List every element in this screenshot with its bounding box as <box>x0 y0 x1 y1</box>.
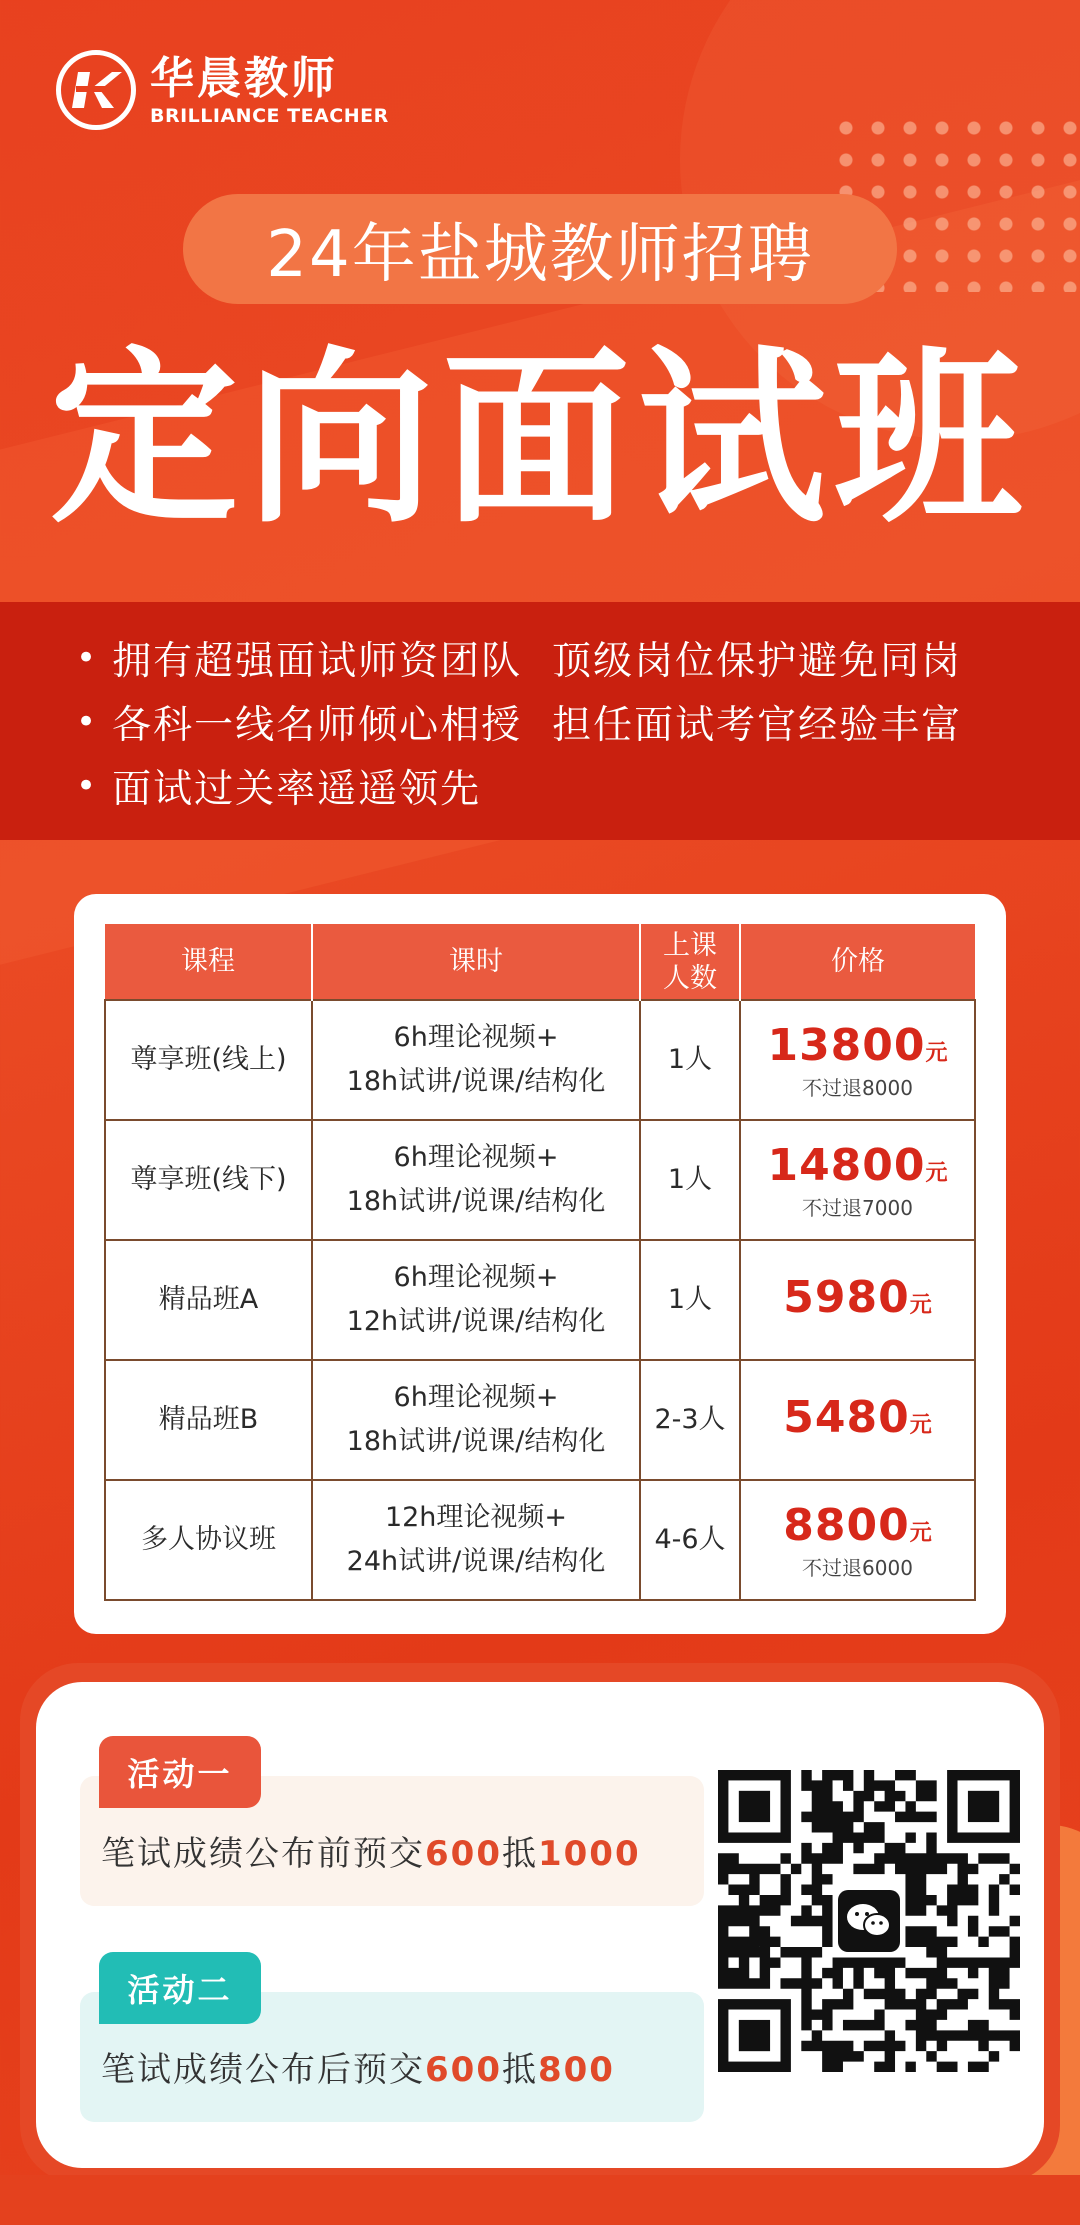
page-title: 定向面试班 <box>50 330 1030 549</box>
table-row <box>105 1120 975 1240</box>
price-cell: 13800元 不过退8000 <box>740 1000 975 1120</box>
price-value: 14800 <box>767 1139 926 1191</box>
people-cell: 1人 <box>640 1000 740 1120</box>
price-table-card <box>74 894 1006 1634</box>
column-header-hours: 课时 <box>312 924 640 1000</box>
bullet-icon: • <box>76 638 99 678</box>
price-value: 5980 <box>783 1271 910 1323</box>
qr-finder-pattern <box>723 2004 785 2066</box>
price-cell: 5980元 <box>740 1240 975 1360</box>
bullet-icon: • <box>76 766 99 806</box>
refund-note: 不过退6000 <box>802 1555 913 1580</box>
activity-one-text: 笔试成绩公布前预交600抵1000 <box>101 1834 641 1874</box>
feature-line-1 <box>76 630 962 686</box>
price-cell: 14800元 不过退7000 <box>740 1120 975 1240</box>
brand-logo-icon <box>56 50 136 130</box>
feature-line-3 <box>76 758 481 814</box>
feature-text: 面试过关率遥遥领先 <box>112 767 482 812</box>
qr-finder-pattern <box>723 1775 785 1837</box>
hours-cell: 6h理论视频+ 18h试讲/说课/结构化 <box>312 1360 640 1480</box>
column-header-people: 上课 人数 <box>640 924 740 1000</box>
feature-text: 顶级岗位保护避免同岗 <box>552 639 963 684</box>
course-cell: 精品班A <box>105 1240 312 1360</box>
activity-two-tag: 活动二 <box>99 1952 261 2024</box>
column-header-price: 价格 <box>740 924 975 1000</box>
feature-text: 担任面试考官经验丰富 <box>552 703 963 748</box>
people-cell: 2-3人 <box>640 1360 740 1480</box>
refund-note: 不过退8000 <box>802 1075 913 1100</box>
brand-name-en: BRILLIANCE TEACHER <box>150 105 389 127</box>
activity-two-text: 笔试成绩公布后预交600抵800 <box>101 2050 615 2090</box>
table-row <box>105 1240 975 1360</box>
hours-cell: 12h理论视频+ 24h试讲/说课/结构化 <box>312 1480 640 1600</box>
activity-one-tag: 活动一 <box>99 1736 261 1808</box>
features-band <box>0 602 1080 840</box>
qr-finder-pattern <box>952 1775 1014 1837</box>
refund-note: 不过退7000 <box>802 1195 913 1220</box>
price-value: 8800 <box>783 1499 910 1551</box>
course-cell: 多人协议班 <box>105 1480 312 1600</box>
people-cell: 4-6人 <box>640 1480 740 1600</box>
hours-cell: 6h理论视频+ 18h试讲/说课/结构化 <box>312 1000 640 1120</box>
course-cell: 精品班B <box>105 1360 312 1480</box>
qr-code[interactable] <box>718 1770 1020 2072</box>
people-cell: 1人 <box>640 1240 740 1360</box>
feature-line-2 <box>76 694 962 750</box>
bottom-band <box>0 2175 1080 2225</box>
price-cell: 8800元 不过退6000 <box>740 1480 975 1600</box>
people-cell: 1人 <box>640 1120 740 1240</box>
price-cell: 5480元 <box>740 1360 975 1480</box>
table-row <box>105 1000 975 1120</box>
bullet-icon: • <box>76 702 99 742</box>
hours-cell: 6h理论视频+ 12h试讲/说课/结构化 <box>312 1240 640 1360</box>
hours-cell: 6h理论视频+ 18h试讲/说课/结构化 <box>312 1120 640 1240</box>
course-cell: 尊享班(线上) <box>105 1000 312 1120</box>
brand-logo <box>56 50 389 130</box>
column-header-course: 课程 <box>105 924 312 1000</box>
table-row <box>105 1360 975 1480</box>
table-row <box>105 1480 975 1600</box>
price-value: 13800 <box>767 1019 926 1071</box>
course-cell: 尊享班(线下) <box>105 1120 312 1240</box>
feature-text: 拥有超强面试师资团队 <box>112 639 523 684</box>
wechat-icon <box>833 1885 905 1957</box>
table-header-row <box>105 924 975 1000</box>
price-table <box>104 924 976 1601</box>
subtitle-pill: 24年盐城教师招聘 <box>183 194 897 304</box>
brand-name-cn: 华晨教师 <box>150 53 338 104</box>
price-value: 5480 <box>783 1391 910 1443</box>
feature-text: 各科一线名师倾心相授 <box>112 703 523 748</box>
